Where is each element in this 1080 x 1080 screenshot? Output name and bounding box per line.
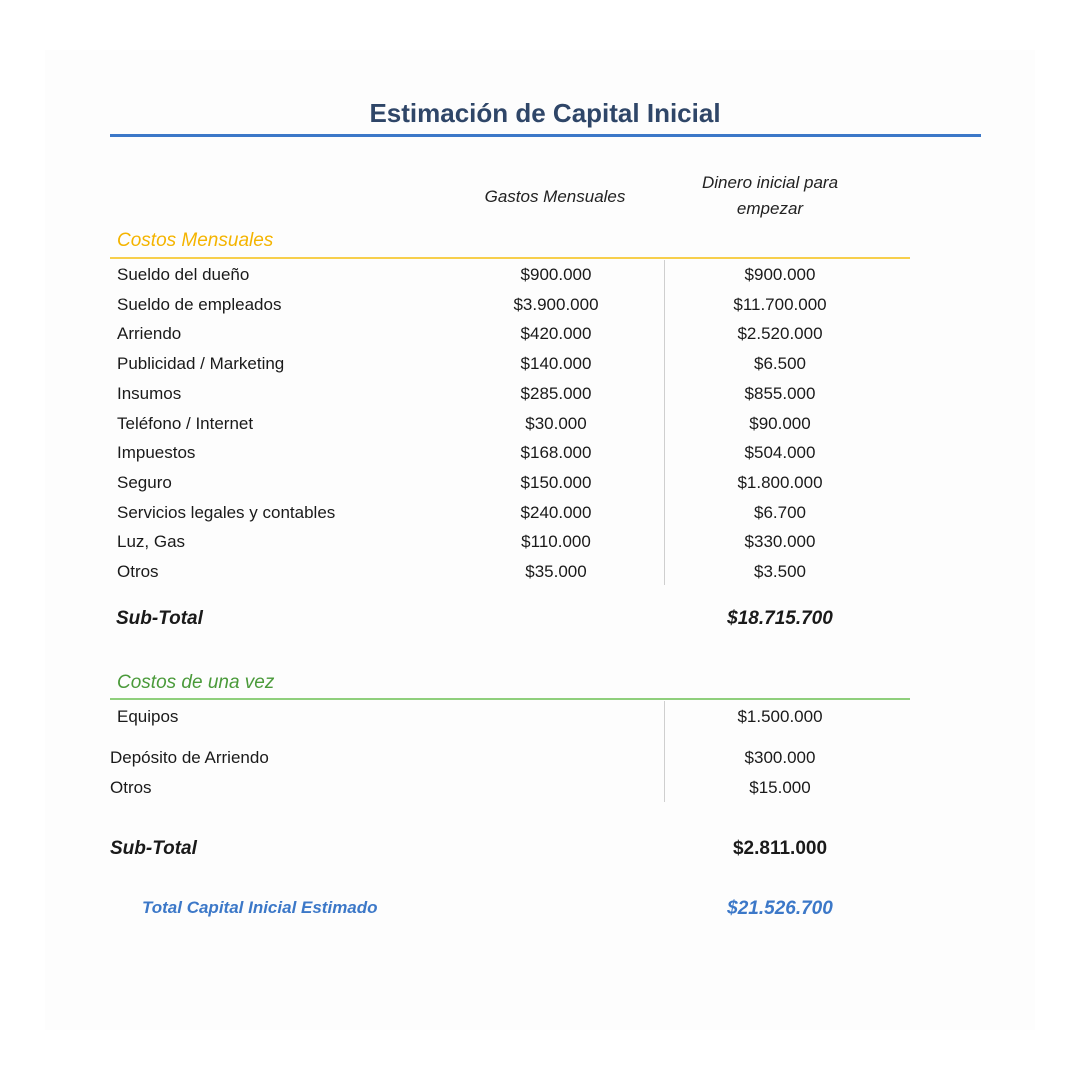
row-initial-value: $504.000 — [744, 443, 816, 463]
section-divider-monthly — [110, 257, 910, 259]
row-label: Teléfono / Internet — [117, 413, 254, 433]
row-label: Equipos — [117, 707, 179, 726]
subtotal-value: $2.811.000 — [732, 838, 828, 859]
table-row — [0, 498, 1080, 528]
section-divider-onetime — [110, 698, 910, 700]
row-initial-value: $15.000 — [749, 778, 811, 797]
table-row — [0, 409, 1080, 439]
row-label: Seguro — [117, 472, 172, 492]
row-label: Servicios legales y contables — [117, 502, 336, 522]
table-row — [0, 260, 1080, 290]
page-title: Estimación de Capital Inicial — [369, 98, 721, 128]
section-label-monthly: Costos Mensuales — [117, 230, 274, 251]
row-label: Otros — [117, 562, 159, 581]
table-row — [0, 773, 1080, 803]
row-label: Arriendo — [117, 324, 182, 344]
row-label: Sueldo del dueño — [117, 265, 250, 284]
row-monthly-value: $35.000 — [525, 562, 587, 581]
column-header-initial-line2: empezar — [736, 199, 804, 218]
table-row — [0, 290, 1080, 320]
row-monthly-value: $110.000 — [521, 532, 591, 552]
row-monthly-value: $30.000 — [525, 413, 587, 433]
row-initial-value: $1.500.000 — [737, 707, 823, 726]
row-initial-value: $90.000 — [749, 413, 811, 433]
row-initial-value: $330.000 — [744, 532, 816, 552]
row-label: Impuestos — [117, 443, 196, 463]
row-label: Luz, Gas — [117, 532, 186, 552]
row-initial-value: $3.500 — [754, 562, 806, 581]
row-label: Otros — [110, 778, 152, 797]
table-row — [0, 743, 1080, 773]
row-label: Depósito de Arriendo — [110, 748, 269, 767]
row-monthly-value: $168.000 — [520, 443, 592, 463]
row-initial-value: $6.500 — [754, 354, 806, 374]
subtotal-label: Sub-Total — [110, 838, 197, 859]
row-monthly-value: $150.000 — [520, 472, 592, 492]
table-row — [0, 557, 1080, 587]
row-monthly-value: $240.000 — [520, 502, 592, 522]
column-header-initial — [680, 170, 860, 222]
row-label: Insumos — [117, 383, 182, 403]
subtotal-label: Sub-Total — [116, 608, 203, 629]
table-row — [0, 527, 1080, 557]
table-row — [0, 438, 1080, 468]
row-initial-value: $11.700.000 — [733, 294, 827, 314]
row-initial-value: $2.520.000 — [737, 324, 823, 344]
table-row — [0, 468, 1080, 498]
table-row — [0, 702, 1080, 732]
table-row — [0, 379, 1080, 409]
table-row — [0, 349, 1080, 379]
row-label: Sueldo de empleados — [117, 294, 282, 314]
row-monthly-value: $420.000 — [520, 324, 592, 344]
row-initial-value: $300.000 — [744, 748, 816, 767]
column-header-monthly: Gastos Mensuales — [484, 187, 626, 206]
row-initial-value: $6.700 — [754, 502, 806, 522]
row-monthly-value: $3.900.000 — [513, 294, 599, 314]
total-label: Total Capital Inicial Estimado — [142, 898, 378, 917]
table-row — [0, 319, 1080, 349]
row-monthly-value: $140.000 — [520, 354, 592, 374]
row-monthly-value: $285.000 — [520, 383, 592, 403]
title-divider — [110, 134, 981, 137]
total-value: $21.526.700 — [727, 898, 833, 919]
row-initial-value: $855.000 — [744, 383, 816, 403]
row-monthly-value: $900.000 — [520, 265, 592, 284]
row-initial-value: $900.000 — [744, 265, 816, 284]
row-initial-value: $1.800.000 — [737, 472, 823, 492]
section-label-onetime: Costos de una vez — [117, 672, 275, 693]
row-label: Publicidad / Marketing — [117, 354, 285, 374]
subtotal-value: $18.715.700 — [727, 608, 833, 629]
column-header-initial-line1: Dinero inicial para — [701, 173, 839, 192]
